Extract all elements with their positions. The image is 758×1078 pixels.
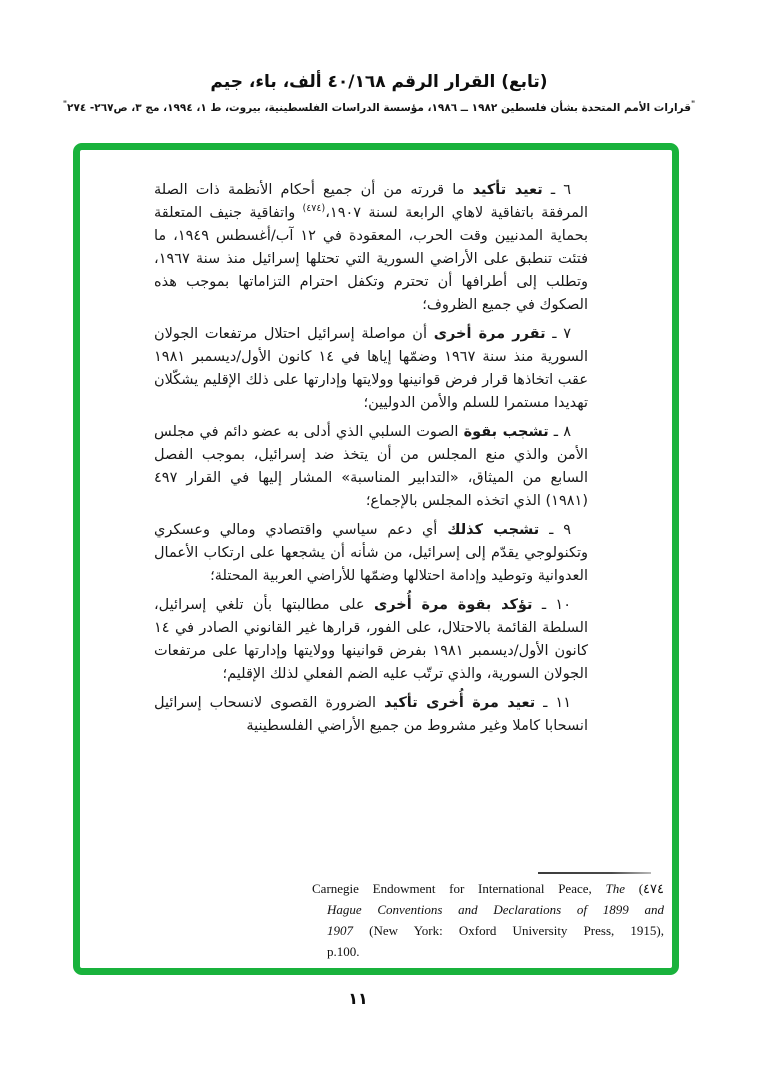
paragraph-number: ٧ ـ	[545, 326, 571, 342]
footnote-474	[312, 878, 664, 962]
paragraph-lead: تعيد تأكيد	[472, 182, 543, 198]
footnote-line-4	[312, 941, 664, 962]
resolution-paragraph-6	[154, 179, 588, 317]
paragraph-text: الصوت السلبي الذي أدلى به عضو دائم في مجلس الأمن والذي منع المجلس من أن يتخذ ضد إسرائيل، بموجب الفصل السابع من الميثاق، «التدابير المناسبة» المشار إليها في القرار ٤٩٧ (١٩٨١) الذي اتخذه المجلس بالإجماع؛	[154, 424, 588, 509]
footnote-roman-text: (New York: Oxford University Press, 1915),	[369, 923, 664, 938]
paragraph-text: الضرورة القصوى لانسحاب إسرائيل انسحابا كاملا وغير مشروط من جميع الأراضي الفلسطينية	[154, 695, 588, 734]
resolution-paragraph-9	[154, 519, 588, 588]
paragraph-number: ١١ ـ	[535, 695, 571, 711]
footnote-italic-text: 1907	[327, 923, 353, 938]
paragraph-number: ١٠ ـ	[532, 597, 571, 613]
paragraph-lead: تقرر مرة أخرى	[433, 326, 546, 342]
paragraph-lead: تشجب بقوة	[463, 424, 549, 440]
paragraph-text: على مطالبتها بأن تلغي إسرائيل، السلطة القائمة بالاحتلال، على الفور، قرارها غير القانوني الصادر في ١٤ كانون الأول/ديسمبر ١٩٨١ بفرض قوانينها وولايتها وإدارتها على مرتفعات الجولان السورية، والذي ترتّب عليه الضم الفعلي لذلك الإقليم؛	[154, 597, 589, 682]
resolution-body	[154, 179, 588, 738]
paragraph-lead: تعيد مرة أُخرى تأكيد	[384, 695, 536, 711]
page-number: ١١	[348, 989, 368, 1008]
footnote-separator-rule	[538, 872, 651, 874]
paragraph-number: ٩ ـ	[539, 522, 571, 538]
resolution-paragraph-11	[154, 692, 588, 738]
paragraph-lead: تشجب كذلك	[447, 522, 540, 538]
footnote-italic-text: Hague Conventions and Declarations of 1899 and	[327, 902, 664, 917]
source-close-mark: "	[62, 99, 68, 109]
paragraph-text: أن مواصلة إسرائيل احتلال مرتفعات الجولان السورية منذ سنة ١٩٦٧ وضمّها إياها في ١٤ كانون الأول/ديسمبر ١٩٨١ عقب اتخاذها قرار فرض قوانينها وولايتها وإدارتها على ذلك الإقليم يشكّلان تهديدا مستمرا للسلم والأمن الدوليين؛	[154, 326, 588, 411]
paragraph-number: ٦ ـ	[542, 182, 572, 198]
source-citation-line	[0, 99, 758, 114]
footnote-page-ref: p.100.	[327, 944, 360, 959]
resolution-paragraph-10	[154, 594, 588, 686]
resolution-continuation-title: (تابع) القرار الرقم ٤٠/١٦٨ ألف، باء، جيم	[210, 72, 548, 92]
paragraph-lead: تؤكد بقوة مرة أُخرى	[373, 597, 533, 613]
footnote-italic-text: The	[605, 881, 625, 896]
footnote-reference-marker: (٤٧٤)	[302, 203, 326, 215]
paragraph-number: ٨ ـ	[548, 424, 571, 440]
paragraph-text: ما قررته من أن جميع أحكام الأنظمة ذات الصلة المرفقة باتفاقية لاهاي الرابعة لسنة ١٩٠٧،	[154, 182, 588, 221]
footnote-number-marker: (٤٧٤	[638, 881, 664, 896]
footnote-line-1	[312, 878, 664, 899]
footnote-line-3	[312, 920, 664, 941]
resolution-paragraph-7	[154, 323, 588, 415]
source-open-mark: "	[690, 99, 696, 109]
paragraph-text: واتفاقية جنيف المتعلقة بحماية المدنيين وقت الحرب، المعقودة في ١٢ آب/أغسطس ١٩٤٩، ما فتئت تنطبق على الأراضي السورية التي تحتلها إسرائيل منذ سنة ١٩٦٧، وتطلب إلى أطرافها أن تحترم وتكفل احترام التزاماتها بموجب هذه الصكوك في جميع الظروف؛	[154, 205, 588, 313]
footnote-roman-text: Carnegie Endowment for International Peace,	[312, 881, 592, 896]
paragraph-text: أي دعم سياسي واقتصادي ومالي وعسكري وتكنولوجي يقدّم إلى إسرائيل، من شأنه أن يشجعها على ارتكاب الأعمال العدوانية وتوطيد وإدامة احتلالها وضمّها للأراضي العربية المحتلة؛	[154, 522, 588, 584]
resolution-paragraph-8	[154, 421, 588, 513]
source-citation-text: قرارات الأمم المتحدة بشأن فلسطين ١٩٨٢ ــ ١٩٨٦، مؤسسة الدراسات الفلسطينية، بيروت، ط ١، ١٩٩٤، مج ٣، ص٢٦٧- ٢٧٤	[67, 102, 691, 114]
footnote-line-2	[312, 899, 664, 920]
